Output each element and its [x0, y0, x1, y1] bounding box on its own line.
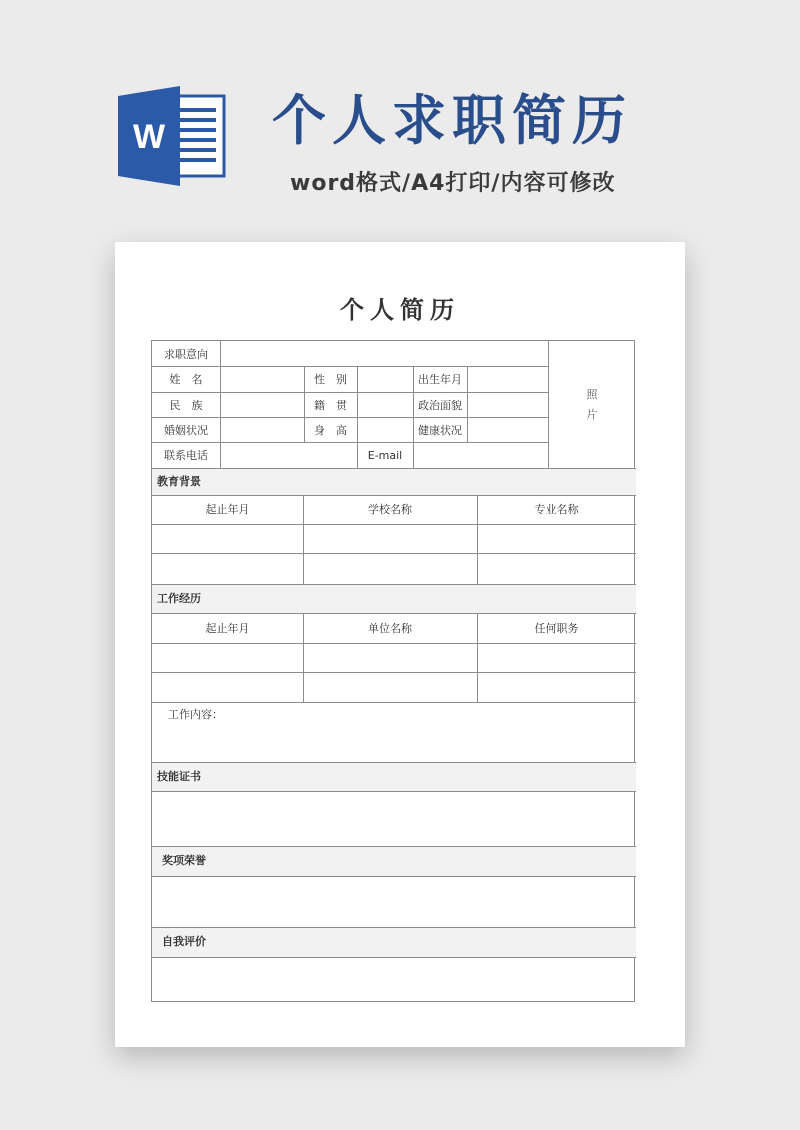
word-logo-icon	[118, 86, 228, 186]
section-skills: 技能证书	[157, 770, 201, 783]
resume-form-table	[151, 340, 635, 1002]
section-work: 工作经历	[157, 592, 201, 605]
work-col-company: 单位名称	[368, 622, 412, 635]
section-education: 教育背景	[157, 475, 201, 488]
label-name: 姓 名	[169, 373, 203, 386]
work-content-label: 工作内容：	[168, 708, 223, 721]
edu-col-major: 专业名称	[534, 503, 579, 516]
photo-label-1: 照	[586, 388, 598, 401]
label-gender: 性 别	[314, 373, 347, 386]
label-height: 身 高	[314, 424, 347, 437]
edu-col-period: 起止年月	[205, 503, 250, 516]
photo-placeholder	[585, 385, 599, 425]
label-ethnicity: 民 族	[169, 399, 203, 412]
work-col-position: 任何职务	[534, 622, 579, 635]
work-col-period: 起止年月	[205, 622, 250, 635]
section-awards: 奖项荣誉	[162, 854, 206, 867]
label-health: 健康状况	[418, 424, 462, 437]
label-birth: 出生年月	[418, 373, 462, 386]
document-title: 个人简历	[340, 296, 460, 324]
photo-label-2: 片	[586, 408, 598, 421]
label-hometown: 籍 贯	[314, 399, 347, 412]
word-logo-letter: W	[132, 118, 166, 156]
section-self-eval: 自我评价	[162, 935, 206, 948]
label-marital: 婚姻状况	[164, 424, 208, 437]
banner-title: 个人求职简历	[272, 89, 632, 152]
banner-subtitle: word格式/A4打印/内容可修改	[290, 171, 616, 196]
label-phone: 联系电话	[164, 449, 208, 462]
label-job-intent: 求职意向	[164, 348, 208, 361]
label-political: 政治面貌	[418, 399, 462, 412]
edu-col-school: 学校名称	[368, 503, 412, 516]
label-email: E-mail	[367, 449, 403, 462]
